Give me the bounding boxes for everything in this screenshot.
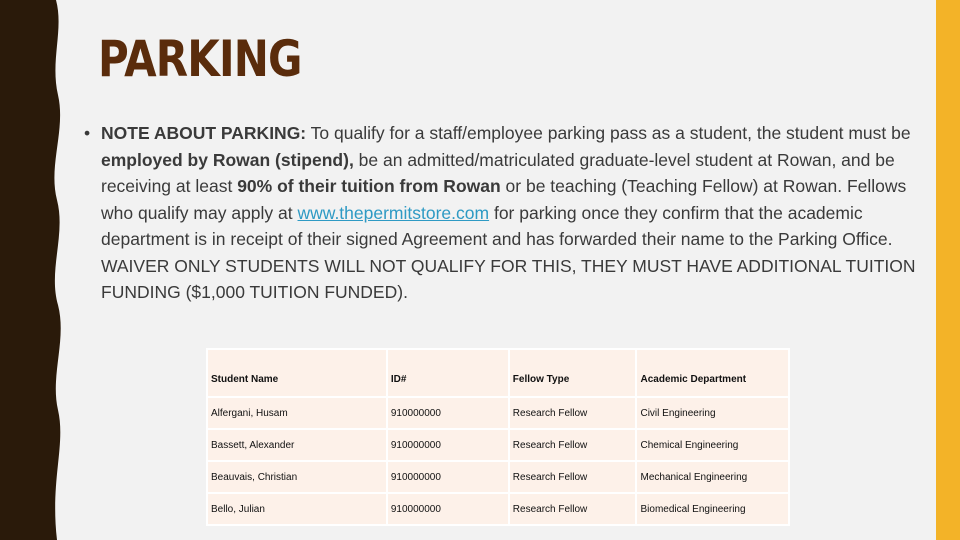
table-row <box>208 462 788 492</box>
note-text-segment: or be teaching (Teaching Fellow) at Rowan. Fellows who qualify may apply at <box>101 176 907 223</box>
table-header-row <box>208 350 788 396</box>
note-emphasis: employed by Rowan (stipend), <box>101 149 354 170</box>
cell-student-name: Bassett, Alexander <box>208 430 386 460</box>
cell-fellow-type: Research Fellow <box>510 462 636 492</box>
cell-id: 910000000 <box>388 430 508 460</box>
cell-academic-department: Chemical Engineering <box>637 430 788 460</box>
cell-academic-department: Civil Engineering <box>637 398 788 428</box>
cell-student-name: Beauvais, Christian <box>208 462 386 492</box>
cell-fellow-type: Research Fellow <box>510 398 636 428</box>
note-text-segment: for parking once they confirm that the academic department is in receipt of their signed Agreement and has forwarded their name to the Parking Office. WAIVER ONLY STUDENTS WILL NOT QUALIFY FOR THIS, THEY MUST HAVE ADDITIONAL TUITION FUNDING ($1,000 TUITION FUNDED). <box>101 202 916 302</box>
table-row <box>208 398 788 428</box>
header-student-name: Student Name <box>208 350 386 396</box>
note-text-segment: To qualify for a staff/employee parking pass as a student, the student must be <box>306 123 911 143</box>
permit-store-link[interactable]: www.thepermitstore.com <box>297 202 490 223</box>
cell-student-name: Alfergani, Husam <box>208 398 386 428</box>
left-decorative-band <box>0 0 80 540</box>
note-emphasis: NOTE ABOUT PARKING: <box>101 123 307 143</box>
parking-note-text <box>101 123 916 302</box>
table-row <box>208 430 788 460</box>
cell-student-name: Bello, Julian <box>208 494 386 524</box>
cell-id: 910000000 <box>388 398 508 428</box>
header-id: ID# <box>388 350 508 396</box>
header-academic-department: Academic Department <box>637 350 788 396</box>
cell-id: 910000000 <box>388 494 508 524</box>
page-title: PARKING <box>98 30 302 88</box>
note-text-segment: be an admitted/matriculated graduate-level student at Rowan, and be receiving at least <box>101 149 895 196</box>
cell-id: 910000000 <box>388 462 508 492</box>
bullet: • <box>84 123 91 143</box>
parking-note <box>84 120 927 306</box>
header-fellow-type: Fellow Type <box>510 350 636 396</box>
cell-academic-department: Biomedical Engineering <box>637 494 788 524</box>
table-row <box>208 494 788 524</box>
cell-academic-department: Mechanical Engineering <box>637 462 788 492</box>
left-band-shape <box>0 0 61 540</box>
right-accent-band <box>936 0 960 540</box>
cell-fellow-type: Research Fellow <box>510 494 636 524</box>
cell-fellow-type: Research Fellow <box>510 430 636 460</box>
fellows-table <box>206 348 790 526</box>
note-emphasis: 90% of their tuition from Rowan <box>237 176 501 196</box>
